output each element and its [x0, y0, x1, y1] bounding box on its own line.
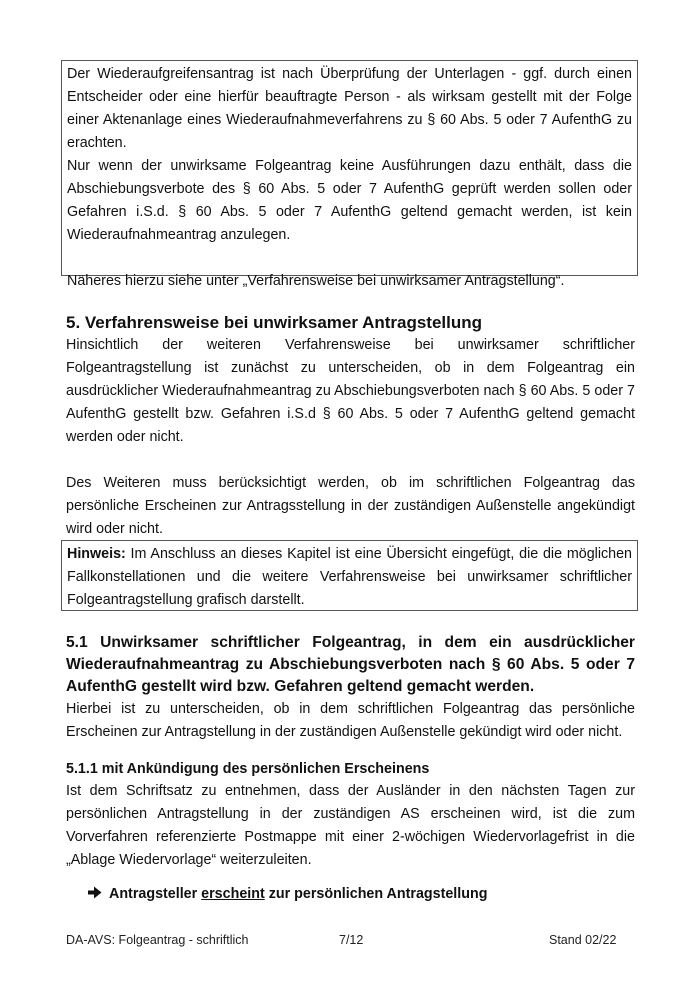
section-5-1-heading: 5.1 Unwirksamer schriftlicher Folgeantrag, in dem ein ausdrücklicher Wiederaufnahmeantrag zu Abschiebungsverboten nach § 60 Abs. 5 oder 7 AufenthG gestellt wird bzw. Gefahren geltend gemacht werden. [66, 634, 635, 695]
section-5-1-paragraph: Hierbei ist zu unterscheiden, ob in dem schriftlichen Folgeantrag das persönliche Erscheinen zur Antragstellung in der zuständigen Außenstelle gekündigt wird oder nicht. [66, 701, 635, 740]
arrow-item-text-after: zur persönlichen Antragstellung [264, 886, 488, 902]
footer-page-number: 7/12 [339, 933, 364, 947]
section-5 [66, 311, 635, 541]
section-5-1 [66, 632, 635, 744]
section-5-paragraph-1: Hinsichtlich der weiteren Verfahrensweise bei unwirksamer schriftlicher Folgeantragstellung ist zunächst zu unterscheiden, ob in dem Folgeantrag ein ausdrücklicher Wiederaufnahmeantrag zu Abschiebungsverboten nach § 60 Abs. 5 oder 7 AufenthG gestellt bzw. Gefahren i.S.d § 60 Abs. 5 oder 7 AufenthG geltend gemacht werden oder nicht. [66, 337, 635, 445]
section-5-1-1 [66, 758, 635, 872]
footer-left: DA-AVS: Folgeantrag - schriftlich [66, 933, 249, 947]
hint-label: Hinweis: [67, 546, 126, 562]
arrow-item-text-before: Antragsteller [109, 886, 202, 902]
info-box [61, 60, 638, 289]
info-box-paragraph-3: Näheres hierzu siehe unter „Verfahrensweise bei unwirksamer Antragstellung“. [67, 273, 565, 289]
footer-right: Stand 02/22 [549, 933, 617, 947]
section-5-1-1-heading: 5.1.1 mit Ankündigung des persönlichen Erscheinens [66, 761, 430, 777]
arrow-item [88, 883, 487, 906]
hint-box [61, 540, 638, 611]
hint-text: Im Anschluss an dieses Kapitel ist eine Übersicht eingefügt, die die möglichen Fallkonstellationen und die weitere Verfahrensweise bei unwirksamer schriftlicher Folgeantragstellung grafisch darstellt. [67, 546, 632, 608]
section-5-1-1-paragraph: Ist dem Schriftsatz zu entnehmen, dass der Ausländer in den nächsten Tagen zur persönlichen Antragstellung in der zuständigen AS erscheinen wird, ist die zum Vorverfahren referenzierte Postmappe mit einer 2-wöchigen Wiedervorlagefrist in die „Ablage Wiedervorlage“ weiterzuleiten. [66, 783, 635, 868]
info-box-paragraph-1: Der Wiederaufgreifensantrag ist nach Überprüfung der Unterlagen - ggf. durch einen Entscheider oder eine hierfür beauftragte Person - als wirksam gestellt mit der Folge einer Aktenanlage eines Wiederaufnahmeverfahrens zu § 60 Abs. 5 oder 7 AufenthG zu erachten. [67, 66, 632, 151]
section-5-heading: 5. Verfahrensweise bei unwirksamer Antragstellung [66, 313, 483, 332]
hint-paragraph [67, 543, 632, 612]
section-5-paragraph-2: Des Weiteren muss berücksichtigt werden, ob im schriftlichen Folgeantrag das persönliche Erscheinen zur Antragsstellung in der zuständigen Außenstelle angekündigt wird oder nicht. [66, 475, 635, 537]
info-box-paragraph-2: Nur wenn der unwirksame Folgeantrag keine Ausführungen dazu enthält, dass die Abschiebungsverbote des § 60 Abs. 5 oder 7 AufenthG geprüft werden sollen oder Gefahren i.S.d. § 60 Abs. 5 oder 7 AufenthG geltend gemacht werden, ist kein Wiederaufnahmeantrag anzulegen. [67, 158, 632, 243]
arrow-item-underlined: erscheint [201, 886, 265, 902]
right-arrow-icon [88, 884, 102, 906]
